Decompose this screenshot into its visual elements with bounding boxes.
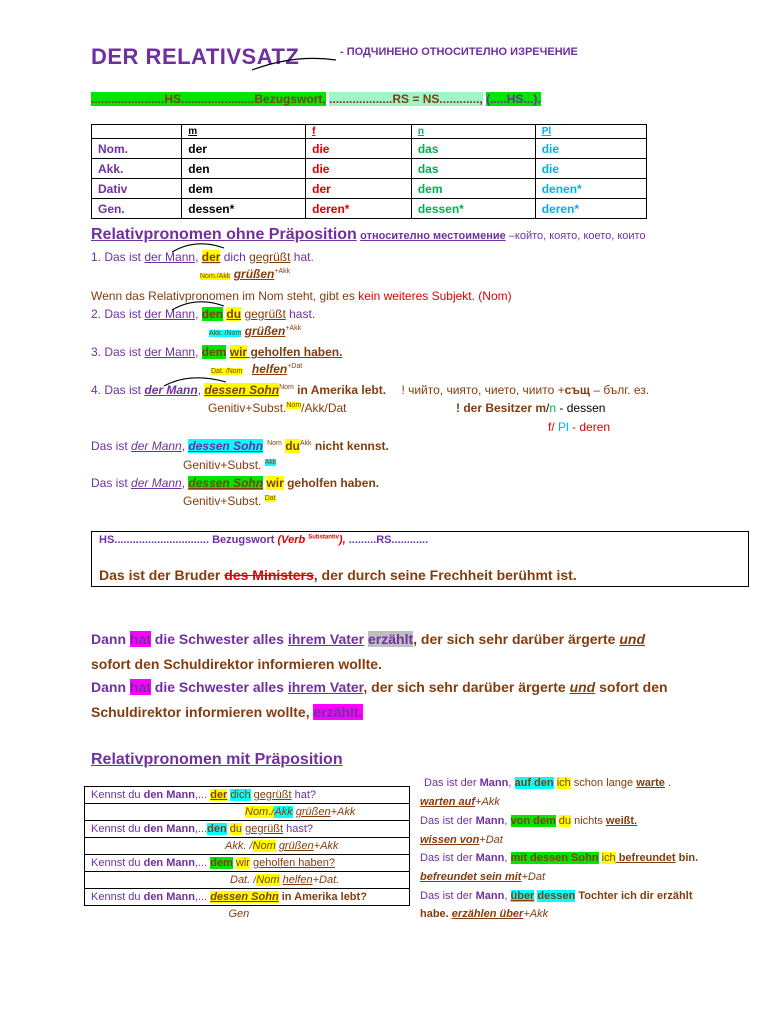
table-row: Kennst du den Mann,...den du gegrüßt hast? (85, 821, 410, 838)
examples-table-left (84, 786, 410, 922)
example-4: 4. Das ist der Mann, dessen Sohn$^{Nom}$ in Amerika lebt. ! чийто, чиято, чието, чиито +същ – бълг. ез. (91, 383, 650, 397)
table-row: Gen (85, 906, 410, 923)
example-3-tags: Dat. /Nom helfen$^{+Dat}$ (211, 362, 303, 376)
example-6: Das ist der Mann, dessen Sohn wir geholfen haben. (91, 476, 380, 490)
example-4-note: Genitiv+Subst.$^{Nom}$/Akk/Dat (208, 401, 347, 415)
table-row: Dativ dem der dem denen* (92, 179, 647, 199)
box-line-1: HS............................... Bezugswort (Verb $^{Substantiv}$), .........RS............ (99, 534, 429, 546)
example-1-tags: Nom./Akk grüßen$^{+Akk}$ (200, 267, 291, 281)
example-3: 3. Das ist der Mann, dem wir geholfen haben. (91, 345, 343, 359)
right-example-4: Das ist der Mann, über dessen Tochter ich dir erzählt (420, 890, 693, 902)
arrow-curve-icon (168, 296, 228, 312)
col-n: n (411, 125, 535, 139)
table-row: Dat. /Nom helfen+Dat. (85, 872, 410, 889)
section1-note: относително местоимение (360, 230, 506, 242)
example-5-note: Genitiv+Subst. $^{Akk}$ (183, 458, 277, 472)
formula-line (91, 92, 541, 106)
right-example-4-note: habe. erzählen über+Akk (420, 908, 549, 920)
paragraph-1-line-2: sofort den Schuldirektor informieren wollte. (91, 656, 382, 672)
paragraph-2-line-2: Schuldirektor informieren wollte, erzählt. (91, 704, 363, 720)
curve-arrow-icon (250, 52, 340, 74)
paragraph-1-line-1: Dann hat die Schwester alles ihrem Vater erzählt, der sich sehr darüber ärgerte und (91, 631, 645, 647)
arrow-curve-icon (168, 238, 228, 254)
declension-table (91, 124, 647, 219)
formula-rs: ...................RS = NS............, (329, 92, 483, 106)
example-5: Das ist der Mann, dessen Sohn $^{Nom}$ $du^{Akk}$ nicht kennst. (91, 439, 389, 453)
col-pl: Pl (535, 125, 646, 139)
table-row: Akk. den die das die (92, 159, 647, 179)
table-row: Kennst du den Mann,... dessen Sohn in Amerika lebt? (85, 889, 410, 906)
table-row: Kennst du den Mann,... der dich gegrüßt hat? (85, 787, 410, 804)
formula-end: (.....HS...). (486, 92, 541, 106)
section2-heading: Relativpronomen mit Präposition (91, 751, 343, 768)
example-2-tags: Akk. /Nom grüßen$^{+Akk}$ (209, 324, 302, 338)
right-example-1: Das ist der Mann, auf den ich schon lange warte . (424, 777, 672, 789)
formula-hs: ......................HS......................Bezugswort, (91, 92, 326, 106)
table-row: Nom. der die das die (92, 139, 647, 159)
section1-heading: Relativpronomen ohne Präposition (91, 226, 357, 243)
table-row: Nom./Akk grüßen+Akk (85, 804, 410, 821)
table-row: Gen. dessen* deren* dessen* deren* (92, 199, 647, 219)
owner-note-2: f/ Pl - deren (548, 420, 611, 434)
page-subtitle: - ПОДЧИНЕНО ОТНОСИТЕЛНО ИЗРЕЧЕНИЕ (340, 46, 578, 58)
owner-note: ! der Besitzer m/n - dessen (456, 401, 606, 415)
right-example-1-note: warten auf+Akk (420, 796, 500, 808)
paragraph-2-line-1: Dann hat die Schwester alles ihrem Vater, der sich sehr darüber ärgerte und sofort den (91, 679, 668, 695)
arrow-curve-icon (160, 372, 230, 388)
example-6-note: Genitiv+Subst. $^{Dat}$ (183, 494, 276, 508)
box-line-2: Das ist der Bruder des Ministers, der durch seine Frechheit berühmt ist. (99, 567, 577, 583)
rule-text: Wenn das Relativpronomen im Nom steht, gibt es kein weiteres Subjekt. (Nom) (91, 289, 512, 303)
table-row: Akk. /Nom grüßen+Akk (85, 838, 410, 855)
col-f: f (306, 125, 412, 139)
col-m: m (182, 125, 306, 139)
page-title: DER RELATIVSATZ (91, 44, 300, 69)
right-example-3: Das ist der Mann, mit dessen Sohn ich befreundet bin. (420, 852, 699, 864)
right-example-2: Das ist der Mann, von dem du nichts weißt. (420, 815, 638, 827)
table-row: Kennst du den Mann,... dem wir geholfen haben? (85, 855, 410, 872)
section1-heading-line: Relativpronomen ohne Präposition относително местоимение –който, която, което, които (91, 226, 646, 243)
right-example-3-note: befreundet sein mit+Dat (420, 871, 546, 883)
example-1: 1. Das ist der Mann, der dich gegrüßt hat. (91, 250, 314, 264)
right-example-2-note: wissen von+Dat (420, 834, 503, 846)
example-2: 2. Das ist der Mann, den du gegrüßt hast. (91, 307, 316, 321)
